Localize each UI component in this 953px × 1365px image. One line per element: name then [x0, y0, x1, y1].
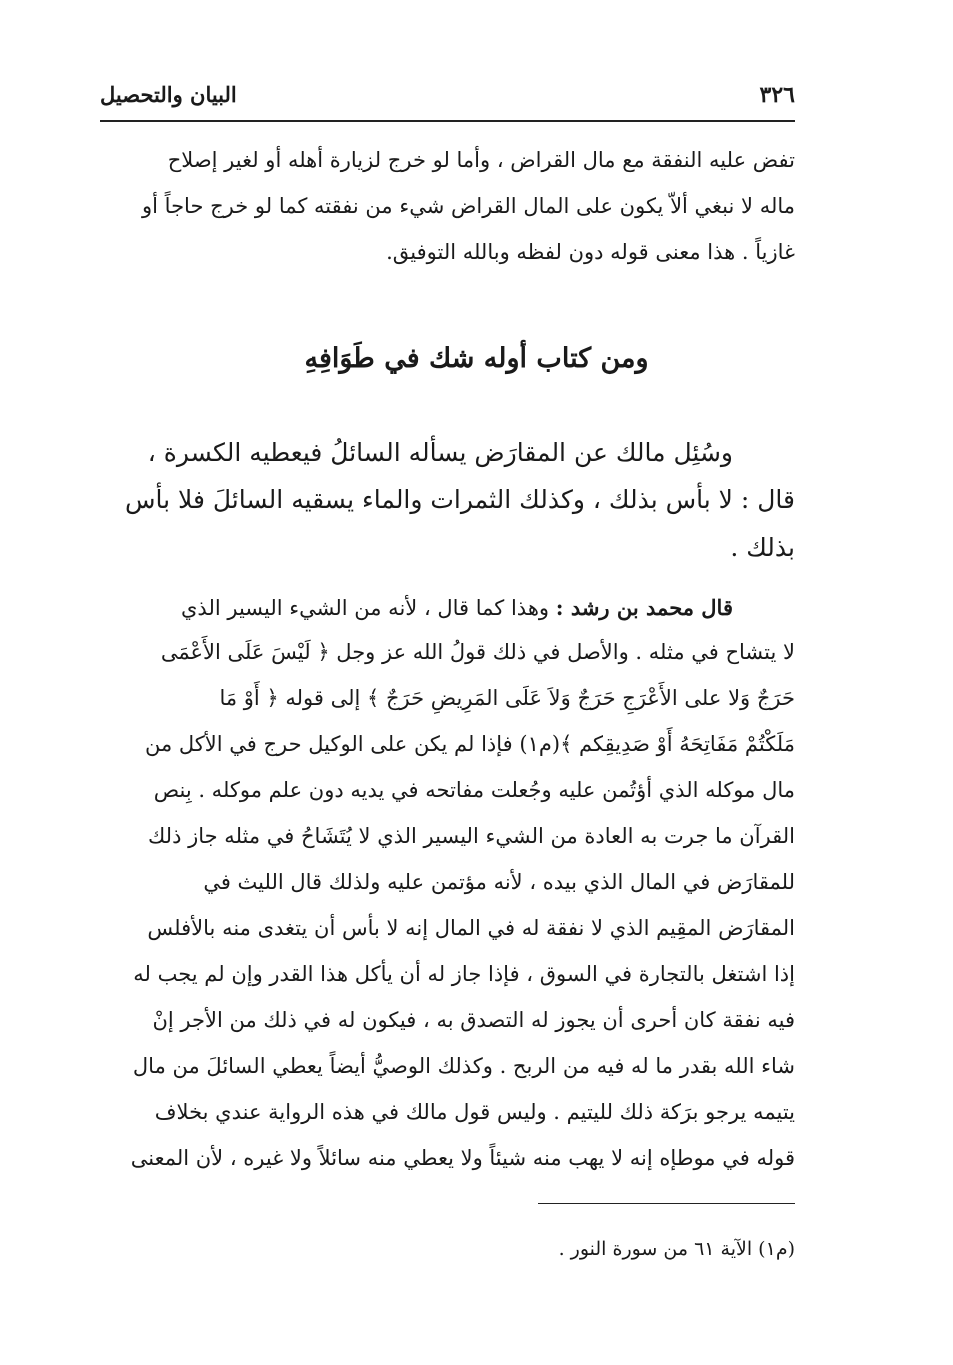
commentary-line: مَلَكْتُمْ مَفَاتِحَهُ أَوْ صَدِيقِكم ﴾(م١) فإذا لم يكن على الوكيل حرج في الأكل من	[144, 732, 795, 756]
commentary-text: وهذا كما قال ، لأنه من الشيء اليسير الذي	[180, 596, 550, 620]
commentary-line: فيه نفقة كان أحرى أن يجوز له التصدق به ، فيكون له في ذلك من الأجر إنْ	[152, 1008, 795, 1032]
question-line: وسُئِل مالك عن المقارَض يسأله السائلُ فيعطيه الكسرة ،	[147, 438, 733, 467]
footnote-divider	[538, 1203, 795, 1204]
book-title: البيان والتحصيل	[100, 82, 237, 107]
commentary-line: مال موكله الذي أؤتُمن عليه وجُعلت مفاتحه في يديه دون علم موكله . بِنص	[153, 778, 795, 802]
footnote: (م١) الآية ٦١ من سورة النور .	[558, 1238, 795, 1260]
commentary-line: حَرَجٌ وَلا على الأَعْرَجِ حَرَجٌ وَلاَ عَلَى المَرِيضِ حَرَجٌ ﴾ إلى قوله ﴿ أَوْ مَا	[219, 686, 795, 710]
page-header	[100, 80, 795, 122]
commentary-line: المقارَض المقِيم الذي لا نفقة له في المال إنه لا بأس أن يتغدى منه بالأفلس	[147, 916, 795, 940]
commentary-line: القرآن ما جرت به العادة من الشيء اليسير الذي لا يُتَشَاحُ في مثله جاز ذلك	[147, 824, 795, 848]
commentary-line: يتيمه يرجو برَكة ذلك لليتيم . وليس قول مالك في هذه الرواية عندي بخلاف	[154, 1100, 795, 1124]
intro-line: ماله لا نبغي ألاّ يكون على المال القراض شيء من نفقته كما لو خرج حاجاً أو	[142, 194, 795, 218]
commentary-line: شاء الله بقدر ما له فيه من الربح . وكذلك الوصيُّ أيضاً يعطي السائلَ من مال	[132, 1054, 795, 1078]
commentary-line: للمقارَض في المال الذي بيده ، لأنه مؤتمن عليه ولذلك قال الليث في	[203, 870, 795, 894]
commentary-line: قوله في موطإه إنه لا يهب منه شيئاً ولا يعطي منه سائلاً ولا غيره ، لأن المعنى	[130, 1146, 795, 1170]
question-line: قال : لا بأس بذلك ، وكذلك الثمرات والماء يسقيه السائلَ فلا بأس	[125, 485, 795, 514]
question-line: بذلك .	[730, 533, 795, 562]
commentary-first-line	[181, 595, 733, 620]
intro-line: غازياً . هذا معنى قوله دون لفظه وبالله التوفيق.	[386, 240, 795, 264]
page-number: ٣٢٦	[759, 82, 795, 108]
speaker-label: قال محمد بن رشد :	[555, 595, 733, 620]
commentary-line: لا يتشاح في مثله . والأصل في ذلك قولُ الله عز وجل ﴿ لَيْسَ عَلَى الأَعْمَى	[160, 640, 795, 664]
intro-line: تفض عليه النفقة مع مال القراض ، وأما لو خرج لزيارة أهله أو لغير إصلاح	[167, 148, 795, 172]
section-heading: ومن كتاب أوله شك في طَوَافِهِ	[304, 343, 649, 374]
commentary-line: إذا اشتغل بالتجارة في السوق ، فإذا جاز له أن يأكل هذا القدر وإن لم يجب له	[133, 962, 795, 986]
